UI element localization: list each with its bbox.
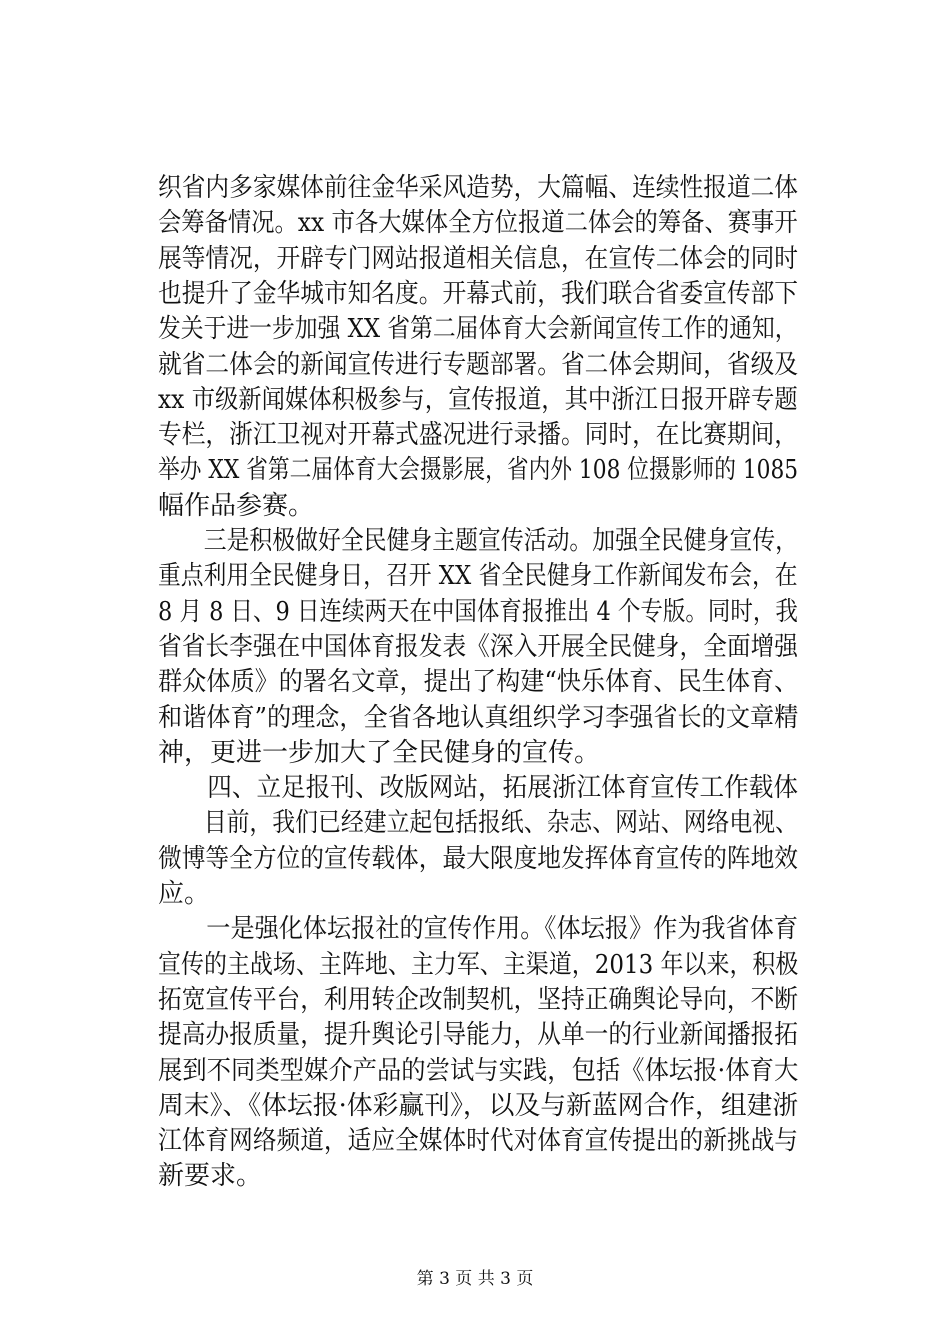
text-line: 8 月 8 日、9 日连续两天在中国体育报推出 4 个专版。同时，我	[158, 596, 798, 627]
text-line: 拓宽宣传平台，利用转企改制契机，坚持正确舆论导向，不断	[158, 984, 799, 1015]
text-line: 举办 XX 省第二届体育大会摄影展，省内外 108 位摄影师的 1085	[158, 455, 799, 486]
text-line: 目前，我们已经建立起包括报纸、杂志、网站、网络电视、	[158, 808, 798, 839]
text-line: 重点利用全民健身日，召开 XX 省全民健身工作新闻发布会，在	[158, 561, 798, 592]
text-line: 群众体质》的署名文章，提出了构建“快乐体育、民生体育、	[158, 667, 799, 698]
text-line: 也提升了金华城市知名度。开幕式前，我们联合省委宣传部下	[158, 278, 799, 309]
text-line: 三是积极做好全民健身主题宣传活动。加强全民健身宣传，	[158, 526, 798, 556]
text-line: 四、立足报刊、改版网站，拓展浙江体育宣传工作载体	[158, 773, 798, 804]
text-line: 提高办报质量，提升舆论引导能力，从单一的行业新闻播报拓	[158, 1020, 799, 1051]
text-line: 发关于进一步加强 XX 省第二届体育大会新闻宣传工作的通知，	[158, 314, 798, 345]
text-line: 一是强化体坛报社的宣传作用。《体坛报》作为我省体育	[158, 914, 799, 945]
text-line: 微博等全方位的宣传载体，最大限度地发挥体育宣传的阵地效	[158, 843, 799, 874]
text-line: 会筹备情况。xx 市各大媒体全方位报道二体会的筹备、赛事开	[158, 208, 798, 239]
text-line: 织省内多家媒体前往金华采风造势，大篇幅、连续性报道二体	[158, 173, 799, 203]
text-line: 幅作品参赛。	[158, 490, 315, 521]
page-footer: 第 3 页 共 3 页	[416, 1269, 534, 1289]
text-line: 周末》、《体坛报·体彩赢刊》，以及与新蓝网合作，组建浙	[158, 1090, 799, 1121]
text-line: 和谐体育”的理念，全省各地认真组织学习李强省长的文章精	[158, 702, 799, 733]
text-line: 专栏，浙江卫视对开幕式盛况进行录播。同时，在比赛期间，	[158, 420, 799, 451]
text-line: 展到不同类型媒介产品的尝试与实践，包括《体坛报·体育大	[158, 1055, 799, 1086]
text-line: 应。	[158, 879, 211, 909]
text-line: 展等情况，开辟专门网站报道相关信息，在宣传二体会的同时	[158, 243, 799, 274]
text-line: 神，更进一步加大了全民健身的宣传。	[158, 737, 601, 768]
text-line: 新要求。	[158, 1161, 263, 1192]
text-line: xx 市级新闻媒体积极参与，宣传报道，其中浙江日报开辟专题	[158, 384, 798, 415]
text-line: 江体育网络频道，适应全媒体时代对体育宣传提出的新挑战与	[158, 1126, 799, 1157]
text-line: 就省二体会的新闻宣传进行专题部署。省二体会期间，省级及	[158, 349, 799, 380]
text-line: 省省长李强在中国体育报发表《深入开展全民健身，全面增强	[158, 631, 799, 662]
text-line: 宣传的主战场、主阵地、主力军、主渠道，2013 年以来，积极	[158, 949, 799, 980]
